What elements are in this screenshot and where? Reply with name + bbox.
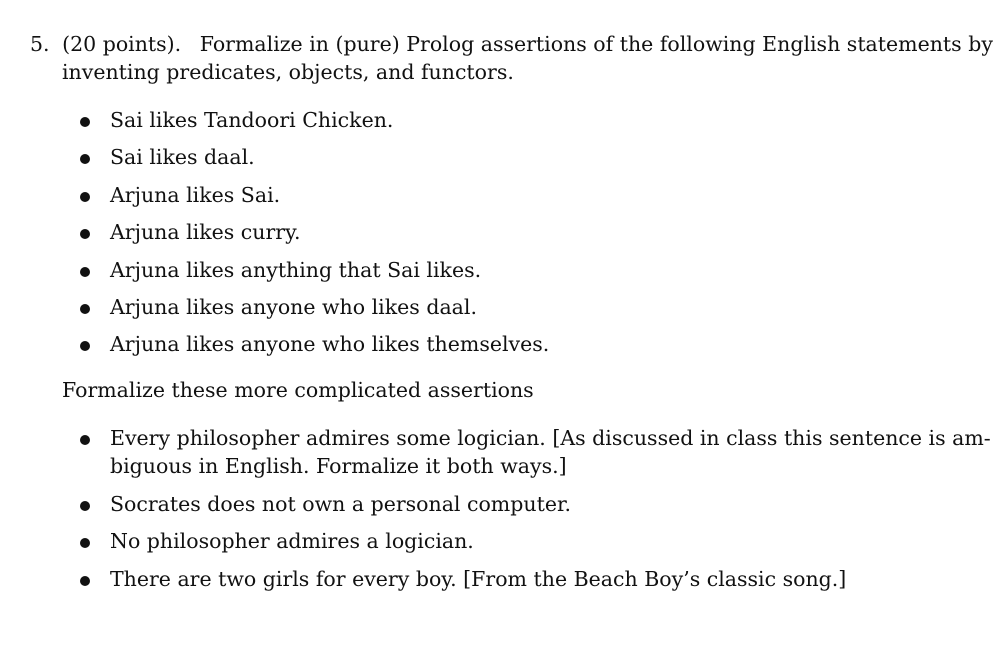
bullet-icon <box>80 341 90 351</box>
list-item-text: No philosopher admires a logician. <box>110 529 474 553</box>
bullet-icon <box>80 154 90 164</box>
list-item <box>80 330 960 358</box>
list-item-text: Socrates does not own a personal computer. <box>110 492 572 516</box>
problem-points: (20 points). <box>62 32 182 56</box>
list-item-text-continued: biguous in English. Formalize it both ways.] <box>110 454 567 478</box>
list-item-text: Arjuna likes anyone who likes daal. <box>110 295 477 319</box>
bullet-icon <box>80 576 90 586</box>
instruction-line-1: Formalize in (pure) Prolog assertions of the following English statements by <box>199 32 993 56</box>
list-item-text: Arjuna likes Sai. <box>110 183 281 207</box>
instruction-line-2: inventing predicates, objects, and functors. <box>62 60 514 84</box>
bullet-icon <box>80 538 90 548</box>
list-item <box>80 106 960 134</box>
list-item <box>80 293 960 321</box>
list-item <box>80 181 960 209</box>
list-item-text: Sai likes Tandoori Chicken. <box>110 108 394 132</box>
list-item-text: Sai likes daal. <box>110 145 255 169</box>
list-item <box>80 490 960 518</box>
problem-header <box>30 30 993 58</box>
list-item-text: Arjuna likes anything that Sai likes. <box>110 258 482 282</box>
problem-number: 5. <box>30 32 50 56</box>
subheading: Formalize these more complicated assertions <box>62 378 534 402</box>
list-item <box>80 218 960 246</box>
list-item-text: Arjuna likes anyone who likes themselves. <box>110 332 550 356</box>
problem-5 <box>30 30 993 86</box>
bullet-icon <box>80 304 90 314</box>
list-item <box>80 565 960 593</box>
bullet-icon <box>80 117 90 127</box>
bullet-icon <box>80 192 90 202</box>
bullet-icon <box>80 501 90 511</box>
list-item-text: Arjuna likes curry. <box>110 220 301 244</box>
list-item-text: Every philosopher admires some logician. [As discussed in class this sentence is am- <box>110 426 991 450</box>
bullet-icon <box>80 435 90 445</box>
bullet-icon <box>80 229 90 239</box>
list-item <box>80 527 960 555</box>
list-item <box>80 143 960 171</box>
list-item <box>80 256 960 284</box>
bullet-icon <box>80 267 90 277</box>
list-item <box>80 424 991 480</box>
list-item-text: There are two girls for every boy. [From the Beach Boy’s classic song.] <box>110 567 847 591</box>
